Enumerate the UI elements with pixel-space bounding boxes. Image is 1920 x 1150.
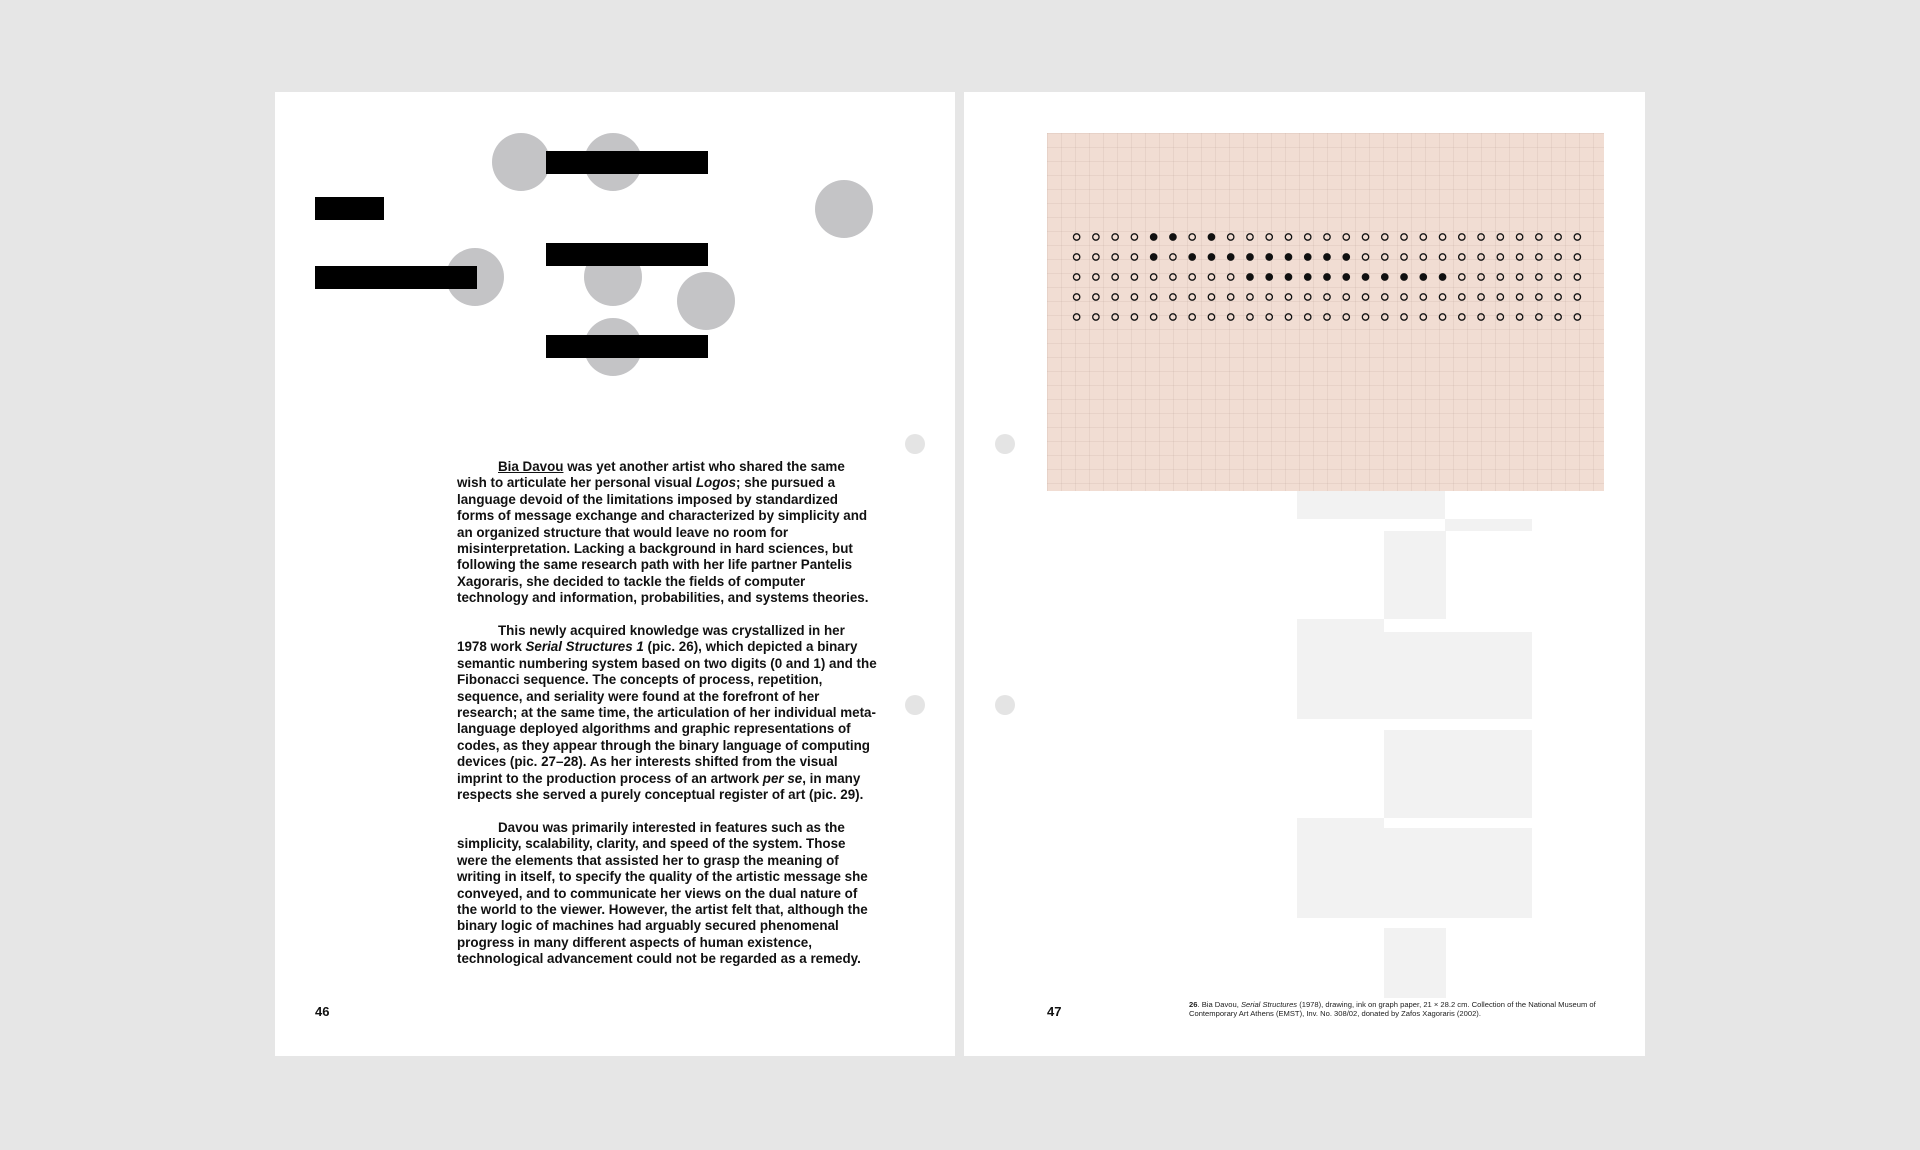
artwork-image <box>1047 133 1604 491</box>
dot-empty <box>1073 234 1079 240</box>
dot-empty <box>1536 294 1542 300</box>
dot-filled <box>1189 254 1195 260</box>
decor-circle <box>677 272 735 330</box>
decor-block <box>1384 928 1446 998</box>
binder-hole <box>905 434 925 454</box>
dot-empty <box>1516 294 1522 300</box>
dot-empty <box>1362 294 1368 300</box>
dot-filled <box>1439 274 1445 280</box>
dot-empty <box>1459 314 1465 320</box>
dot-empty <box>1343 234 1349 240</box>
dot-empty <box>1305 294 1311 300</box>
dot-empty <box>1574 314 1580 320</box>
dot-empty <box>1305 314 1311 320</box>
dot-empty <box>1555 274 1561 280</box>
decor-circle <box>815 180 873 238</box>
dot-empty <box>1131 234 1137 240</box>
dot-filled <box>1420 274 1426 280</box>
dot-empty <box>1208 314 1214 320</box>
body-text <box>457 459 877 984</box>
figure-caption: 26. Bia Davou, Serial Structures (1978), drawing, ink on graph paper, 21 × 28.2 cm. Collection of the National Museum of Contemporary Art Athens (EMST), Inv. No. 308/02, donated by Zafos Xagoraris (2002). <box>1189 1000 1596 1018</box>
paragraph-2: This newly acquired knowledge was crystallized in her 1978 work Serial Structures 1 (pic. 26), which depicted a binary semantic numbering system based on two digits (0 and 1) and the Fibonacci sequence. The concepts of process, repetition, sequence, and seriality were found at the forefront of her research; at the same time, the articulation of her individual meta-language deployed algorithms and graphic representations of codes, as they appear through the binary language of computing devices (pic. 27–28). As her interests shifted from the visual imprint to the production process of an artwork per se, in many respects she served a purely conceptual register of art (pic. 29). <box>457 623 877 803</box>
dot-empty <box>1073 314 1079 320</box>
decor-block <box>1384 531 1446 619</box>
dot-empty <box>1228 274 1234 280</box>
dot-empty <box>1459 294 1465 300</box>
dot-empty <box>1574 294 1580 300</box>
dot-empty <box>1536 254 1542 260</box>
dot-filled <box>1324 274 1330 280</box>
dot-empty <box>1439 314 1445 320</box>
dot-empty <box>1189 234 1195 240</box>
dot-empty <box>1420 254 1426 260</box>
dot-empty <box>1362 314 1368 320</box>
dot-filled <box>1285 254 1291 260</box>
dot-empty <box>1170 314 1176 320</box>
dot-empty <box>1497 234 1503 240</box>
dot-empty <box>1536 314 1542 320</box>
dot-empty <box>1478 294 1484 300</box>
decor-bar <box>315 197 384 220</box>
dot-filled <box>1170 234 1176 240</box>
decor-circle <box>492 133 550 191</box>
dot-empty <box>1343 294 1349 300</box>
dot-empty <box>1420 234 1426 240</box>
binder-hole <box>905 695 925 715</box>
dot-empty <box>1228 234 1234 240</box>
dot-empty <box>1305 234 1311 240</box>
dot-empty <box>1459 234 1465 240</box>
dot-empty <box>1112 294 1118 300</box>
dot-filled <box>1150 234 1156 240</box>
dot-empty <box>1516 274 1522 280</box>
dot-empty <box>1401 294 1407 300</box>
dot-empty <box>1247 294 1253 300</box>
dot-empty <box>1285 294 1291 300</box>
dot-empty <box>1150 314 1156 320</box>
dot-filled <box>1208 234 1214 240</box>
dot-empty <box>1228 294 1234 300</box>
dot-empty <box>1093 274 1099 280</box>
paragraph-3: Davou was primarily interested in features such as the simplicity, scalability, clarity, and speed of the system. Those were the elements that assisted her to grasp the meaning of writing in itself, to specify the quality of the artistic message she conveyed, and to communicate her views on the dual nature of the world to the viewer. However, the artist felt that, although the binary logic of machines had arguably secured phenomenal progress in many different aspects of human existence, technological advancement could not be regarded as a remedy. <box>457 819 868 967</box>
left-page <box>275 92 955 1056</box>
dot-empty <box>1362 254 1368 260</box>
page-number: 47 <box>1047 1004 1062 1019</box>
dot-filled <box>1362 274 1368 280</box>
dot-empty <box>1420 294 1426 300</box>
dot-empty <box>1574 254 1580 260</box>
dot-empty <box>1362 234 1368 240</box>
dot-filled <box>1343 254 1349 260</box>
dot-empty <box>1478 274 1484 280</box>
dot-empty <box>1536 274 1542 280</box>
decor-bar <box>546 243 708 266</box>
dot-filled <box>1401 274 1407 280</box>
dot-empty <box>1401 234 1407 240</box>
binder-hole <box>995 695 1015 715</box>
dot-empty <box>1401 314 1407 320</box>
decor-bar <box>315 266 477 289</box>
dot-filled <box>1382 274 1388 280</box>
dot-filled <box>1343 274 1349 280</box>
decor-block <box>1297 619 1384 719</box>
dot-empty <box>1150 294 1156 300</box>
dot-empty <box>1073 274 1079 280</box>
decor-bar <box>546 151 708 174</box>
dot-empty <box>1208 274 1214 280</box>
dot-empty <box>1093 254 1099 260</box>
dot-empty <box>1189 274 1195 280</box>
dot-grid-svg <box>1067 227 1587 327</box>
dot-empty <box>1555 234 1561 240</box>
dot-empty <box>1343 314 1349 320</box>
dot-filled <box>1324 254 1330 260</box>
dot-empty <box>1478 234 1484 240</box>
dot-empty <box>1555 314 1561 320</box>
dot-empty <box>1420 314 1426 320</box>
artist-link[interactable]: Bia Davou <box>498 459 564 474</box>
dot-empty <box>1536 234 1542 240</box>
dot-empty <box>1112 274 1118 280</box>
dot-empty <box>1497 314 1503 320</box>
dot-empty <box>1439 254 1445 260</box>
dot-empty <box>1131 294 1137 300</box>
dot-filled <box>1266 254 1272 260</box>
dot-empty <box>1285 234 1291 240</box>
dot-empty <box>1112 254 1118 260</box>
dot-empty <box>1170 254 1176 260</box>
dot-empty <box>1150 274 1156 280</box>
dot-empty <box>1247 234 1253 240</box>
dot-empty <box>1439 294 1445 300</box>
dot-empty <box>1382 234 1388 240</box>
dot-empty <box>1497 294 1503 300</box>
dot-empty <box>1247 314 1253 320</box>
decor-block <box>1297 491 1445 519</box>
dot-empty <box>1093 314 1099 320</box>
dot-empty <box>1093 234 1099 240</box>
dot-filled <box>1305 274 1311 280</box>
dot-empty <box>1382 254 1388 260</box>
dot-empty <box>1073 294 1079 300</box>
dot-empty <box>1516 234 1522 240</box>
dot-empty <box>1516 254 1522 260</box>
dot-empty <box>1574 274 1580 280</box>
dot-empty <box>1382 294 1388 300</box>
dot-empty <box>1324 314 1330 320</box>
dot-empty <box>1073 254 1079 260</box>
page-number: 46 <box>315 1004 330 1019</box>
dot-empty <box>1382 314 1388 320</box>
decor-block <box>1384 632 1532 719</box>
dot-filled <box>1305 254 1311 260</box>
dot-filled <box>1150 254 1156 260</box>
dot-empty <box>1170 274 1176 280</box>
dot-filled <box>1228 254 1234 260</box>
dot-empty <box>1497 254 1503 260</box>
binder-hole <box>995 434 1015 454</box>
dot-empty <box>1459 274 1465 280</box>
dot-filled <box>1208 254 1214 260</box>
decor-block <box>1384 828 1532 918</box>
dot-filled <box>1247 254 1253 260</box>
dot-empty <box>1555 254 1561 260</box>
dot-empty <box>1266 314 1272 320</box>
dot-empty <box>1401 254 1407 260</box>
decor-bar <box>546 335 708 358</box>
dot-empty <box>1170 294 1176 300</box>
dot-empty <box>1478 254 1484 260</box>
dot-empty <box>1555 294 1561 300</box>
dot-filled <box>1247 274 1253 280</box>
dot-empty <box>1131 254 1137 260</box>
binary-dot-grid <box>1067 227 1587 327</box>
dot-empty <box>1574 234 1580 240</box>
dot-empty <box>1497 274 1503 280</box>
dot-empty <box>1228 314 1234 320</box>
dot-empty <box>1112 234 1118 240</box>
dot-filled <box>1285 274 1291 280</box>
decor-block <box>1445 519 1532 531</box>
dot-empty <box>1439 234 1445 240</box>
dot-empty <box>1266 234 1272 240</box>
dot-empty <box>1285 314 1291 320</box>
dot-empty <box>1324 234 1330 240</box>
decor-block <box>1384 730 1532 818</box>
dot-empty <box>1093 294 1099 300</box>
decor-block <box>1297 818 1384 918</box>
dot-empty <box>1459 254 1465 260</box>
dot-empty <box>1266 294 1272 300</box>
dot-empty <box>1131 314 1137 320</box>
dot-empty <box>1189 294 1195 300</box>
dot-filled <box>1266 274 1272 280</box>
dot-empty <box>1131 274 1137 280</box>
paragraph-1: Bia Davou was yet another artist who shared the same wish to articulate her personal visual Logos; she pursued a language devoid of the limitations imposed by standardized forms of message exchange and characterized by simplicity and an organized structure that would leave no room for misinterpretation. Lacking a background in hard sciences, but following the same research path with her life partner Pantelis Xagoraris, she decided to tackle the fields of computer technology and information, probabilities, and systems theories. <box>457 459 869 606</box>
dot-empty <box>1324 294 1330 300</box>
right-page <box>964 92 1645 1056</box>
dot-empty <box>1208 294 1214 300</box>
dot-empty <box>1478 314 1484 320</box>
dot-empty <box>1516 314 1522 320</box>
dot-empty <box>1112 314 1118 320</box>
dot-empty <box>1189 314 1195 320</box>
